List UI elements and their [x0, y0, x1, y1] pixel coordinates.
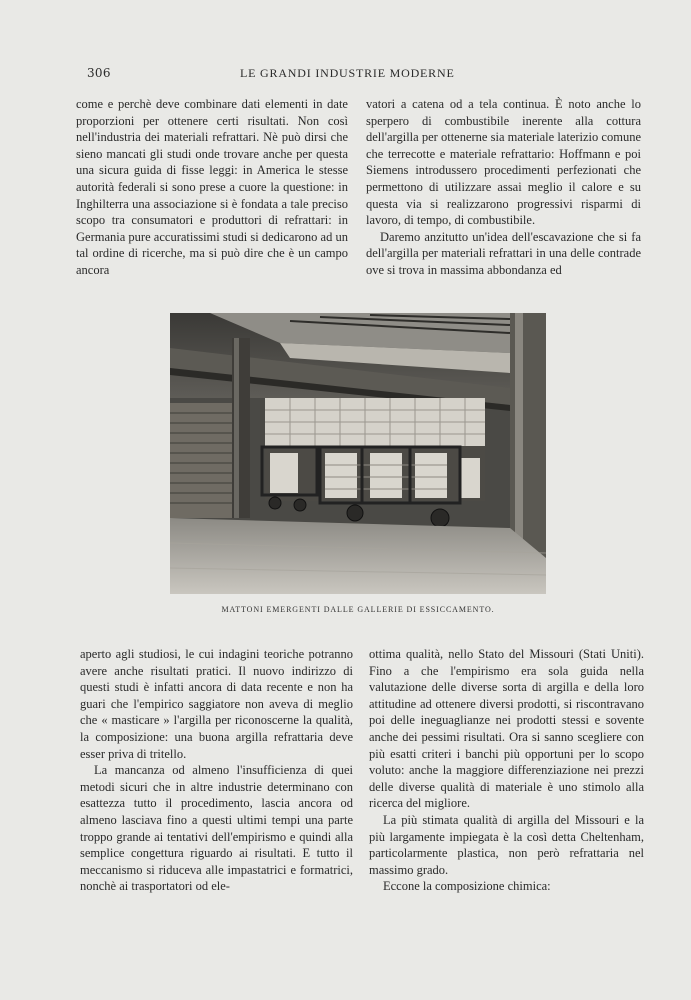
paragraph: vatori a catena od a tela continua. È noto anche lo sperpero di combustibile inerente alla cottura dell'argilla per ottenerne sia materiale laterizio comune che terrecotte e materiale refrattario: Hoffmann e poi Siemens introdussero procedimenti perfezionati che permettono di utilizzare assai meglio il calore e su questa via si realizzarono progressivi risparmi di lavoro, di tempo, di combustibile. — [366, 97, 641, 228]
paragraph: La mancanza od almeno l'insufficienza di quei metodi sicuri che in altre industrie determinano con esattezza tutto il procedimento, lascia ancora od almeno lasciava fino a questi ultimi tempi una parte troppo grande ai tentativi dell'empirismo e quindi alla semplice congettura riguardo ai risultati. E tutto il meccanismo si riduceva alle impastatrici e formatrici, nonchè ai trasportatori od ele- — [80, 763, 353, 894]
paragraph: come e perchè deve combinare dati elementi in date proporzioni per ottenere certi risultati. Non così nell'industria dei materiali refrattari. Nè può dirsi che sieno mancati gli studi onde trovare anche per questa una sicura guida di fisse leggi: in America le stesse autorità federali si sono prese a cuore la questione: in Inghilterra una associazione si è fondata a tale preciso scopo tra consumatori e produttori di refrattari: in Germania pure accuratissimi studi si dedicarono ad un tal ordine di ricerche, ma si può dire che è un campo ancora — [76, 97, 348, 277]
page-number: 306 — [87, 66, 111, 80]
running-title: LE GRANDI INDUSTRIE MODERNE — [240, 66, 455, 80]
text-column-top-left — [76, 96, 348, 279]
text-column-bottom-left — [80, 646, 353, 895]
paragraph: aperto agli studiosi, le cui indagini teoriche potranno avere anche risultati pratici. Il nuovo indirizzo di questi studi è infatti ancora di data recente e non ha guari che l'empirico saggiatore non aveva di meglio che « masticare » l'argilla per riconoscerne la qualità, la composizione: una buona argilla refrattaria deve esser priva di tritello. — [80, 647, 353, 761]
paragraph: La più stimata qualità di argilla del Missouri e la più largamente impiegata è la così detta Cheltenham, particolarmente plastica, non però refrattaria nel massimo grado. — [369, 812, 644, 877]
paragraph: Daremo anzitutto un'idea dell'escavazione che si fa dell'argilla per materiali refrattari in una delle contrade ove si trova in massima abbondanza ed — [366, 229, 641, 277]
paragraph: ottima qualità, nello Stato del Missouri (Stati Uniti). Fino a che l'empirismo era sola guida nella valutazione delle diverse sorta di argilla e della loro attitudine ad ottenere diversi prodotti, si riscontravano poi delle ineguaglianze nei prodotti stessi e sovente anche dei pessimi risultati. Ora si sanno scegliere con più esatti criteri i banchi più opportuni per lo scopo voluto: anche la maggiore differenziazione nei prezzi delle diverse qualità di materiale è uno stimolo alla ricerca del migliore. — [369, 647, 644, 811]
text-column-bottom-right — [369, 646, 644, 895]
text-column-top-right — [366, 96, 641, 279]
figure-caption: MATTONI EMERGENTI DALLE GALLERIE DI ESSICCAMENTO. — [221, 605, 495, 614]
paragraph: Eccone la composizione chimica: — [383, 879, 551, 894]
photograph-brick-drying-galleries — [170, 313, 546, 594]
